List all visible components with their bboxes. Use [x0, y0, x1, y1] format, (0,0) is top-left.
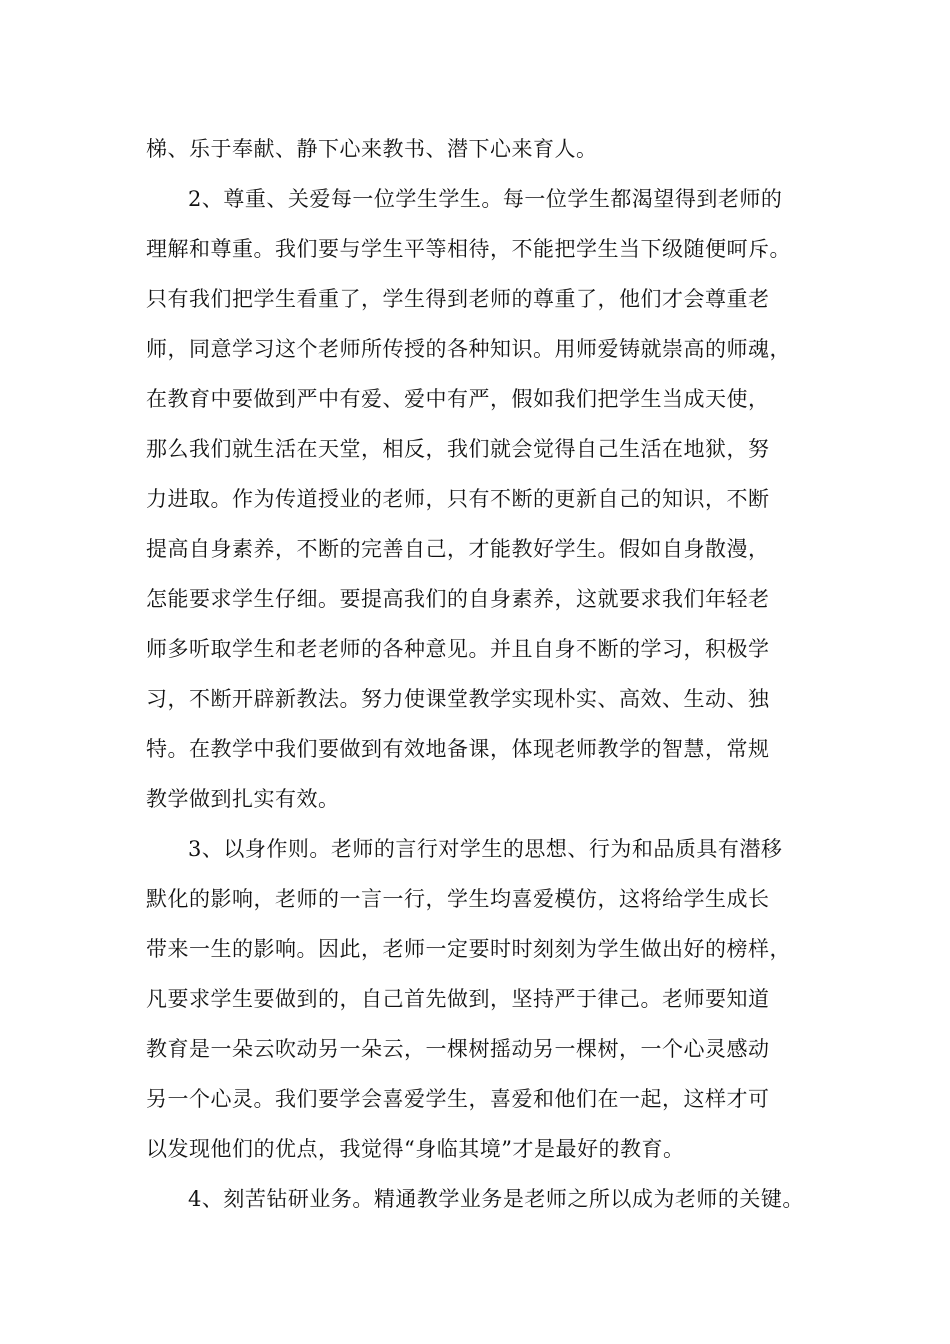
text-line: 只有我们把学生看重了，学生得到老师的尊重了，他们才会尊重老: [146, 287, 770, 311]
text-line: 师多听取学生和老老师的各种意见。并且自身不断的学习，积极学: [146, 637, 770, 661]
paragraph-start-line: 4、刻苦钻研业务。精通教学业务是老师之所以成为老师的关键。: [188, 1187, 804, 1211]
text-line: 理解和尊重。我们要与学生平等相待，不能把学生当下级随便呵斥。: [146, 237, 791, 261]
text-line: 梯、乐于奉献、静下心来教书、潜下心来育人。: [146, 137, 598, 161]
text-line: 那么我们就生活在天堂，相反，我们就会觉得自己生活在地狱，努: [146, 437, 770, 461]
text-line: 在教育中要做到严中有爱、爱中有严，假如我们把学生当成天使，: [146, 387, 770, 411]
text-line: 默化的影响，老师的一言一行，学生均喜爱模仿，这将给学生成长: [146, 887, 770, 911]
text-line: 另一个心灵。我们要学会喜爱学生，喜爱和他们在一起，这样才可: [146, 1087, 770, 1111]
text-line: 凡要求学生要做到的，自己首先做到，坚持严于律己。老师要知道: [146, 987, 770, 1011]
text-line: 以发现他们的优点，我觉得“身临其境”才是最好的教育。: [146, 1137, 685, 1161]
text-line: 怎能要求学生仔细。要提高我们的自身素养，这就要求我们年轻老: [146, 587, 770, 611]
paragraph-start-line: 3、以身作则。老师的言行对学生的思想、行为和品质具有潜移: [188, 837, 783, 861]
text-line: 力进取。作为传道授业的老师，只有不断的更新自己的知识，不断: [146, 487, 770, 511]
paragraph-start-line: 2、尊重、关爱每一位学生学生。每一位学生都渴望得到老师的: [188, 187, 783, 211]
text-line: 习，不断开辟新教法。努力使课堂教学实现朴实、高效、生动、独: [146, 687, 770, 711]
text-line: 教育是一朵云吹动另一朵云，一棵树摇动另一棵树，一个心灵感动: [146, 1037, 770, 1061]
text-line: 提高自身素养，不断的完善自己，才能教好学生。假如自身散漫，: [146, 537, 770, 561]
text-line: 教学做到扎实有效。: [146, 787, 340, 811]
text-line: 师，同意学习这个老师所传授的各种知识。用师爱铸就崇高的师魂，: [146, 337, 791, 361]
text-line: 特。在教学中我们要做到有效地备课，体现老师教学的智慧，常规: [146, 737, 770, 761]
text-line: 带来一生的影响。因此，老师一定要时时刻刻为学生做出好的榜样，: [146, 937, 791, 961]
